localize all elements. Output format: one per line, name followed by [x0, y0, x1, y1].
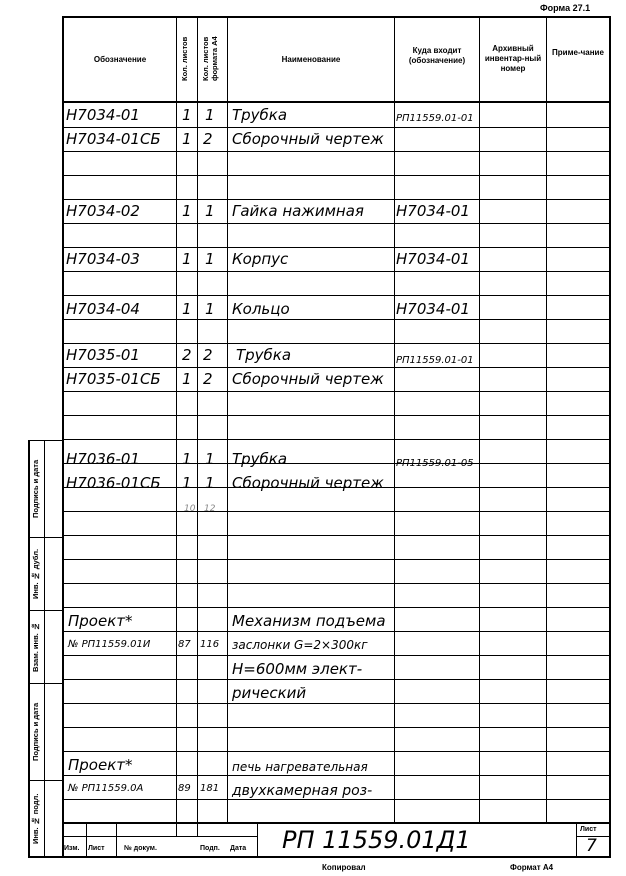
header-archive-number: Архивный инвентар-ный номер: [484, 44, 542, 73]
copied-label: Копировал: [322, 863, 366, 872]
header-sheets-count: Кол. листов: [180, 36, 189, 82]
label-podp: Подп.: [200, 845, 220, 852]
label-izm: Изм.: [64, 845, 80, 852]
project-sheets: 87: [178, 639, 191, 650]
row-a4: 1: [205, 450, 215, 468]
row-a4: 1: [205, 300, 215, 318]
side-label: Подпись и дата: [31, 702, 40, 762]
row-a4: 1: [205, 474, 215, 492]
header-note: Приме-чание: [552, 48, 604, 57]
row-name: Сборочный чертеж: [232, 370, 384, 388]
row-designation: Н7035-01СБ: [66, 370, 161, 388]
row-sheets: 1: [182, 106, 192, 124]
project-name-line: заслонки G=2×300кг: [232, 638, 368, 652]
sheet-number: 7: [586, 836, 597, 856]
label-data: Дата: [230, 845, 247, 852]
header-name: Наименование: [281, 55, 341, 64]
row-where-used: РП11559.01-05: [396, 458, 474, 469]
row-designation: Н7034-04: [66, 300, 140, 318]
sheet-label: Лист: [580, 826, 597, 833]
project-name-line: печь нагревательная: [232, 760, 368, 774]
project-name-line: двухкамерная роз-: [232, 783, 373, 799]
pencil-total-sheets: 10: [184, 504, 196, 514]
row-a4: 1: [205, 250, 215, 268]
pencil-total-a4: 12: [204, 504, 216, 514]
row-name: Кольцо: [232, 300, 290, 318]
format-label: Формат А4: [510, 863, 554, 872]
row-a4: 2: [203, 370, 213, 388]
row-sheets: 1: [182, 370, 192, 388]
form-label: Форма 27.1: [540, 3, 591, 13]
project-number: № РП11559.01И: [68, 639, 151, 650]
header-sheets-a4: Кол. листов формата А4: [201, 36, 219, 82]
document-designation: РП 11559.01Д1: [282, 826, 471, 854]
label-doc: № докум.: [124, 845, 157, 852]
project-number: № РП11559.0А: [68, 783, 144, 794]
row-name: Сборочный чертеж: [232, 474, 384, 492]
row-sheets: 1: [182, 450, 192, 468]
project-a4: 116: [200, 639, 220, 650]
row-sheets: 1: [182, 250, 192, 268]
row-designation: Н7034-03: [66, 250, 140, 268]
row-a4: 1: [205, 106, 215, 124]
row-where-used: РП11559.01-01: [396, 113, 474, 124]
project-a4: 181: [200, 783, 220, 794]
row-sheets: 1: [182, 474, 192, 492]
row-where-used: РП11559.01-01: [396, 355, 474, 366]
side-label: Взам. инв. №: [31, 622, 40, 672]
project-sheets: 89: [178, 783, 191, 794]
row-sheets: 1: [182, 130, 192, 148]
header-designation: Обозначение: [93, 55, 147, 64]
project-name-line: Механизм подъема: [232, 612, 386, 630]
project-label: Проект*: [68, 756, 133, 774]
row-name: Трубка: [232, 106, 288, 124]
side-label: Подпись и дата: [31, 459, 40, 519]
project-label: Проект*: [68, 612, 133, 630]
row-designation: Н7035-01: [66, 346, 140, 364]
row-name: Трубка: [236, 346, 292, 364]
row-a4: 2: [203, 130, 213, 148]
side-label: Инв. № подл.: [31, 793, 40, 844]
row-where-used: Н7034-01: [396, 202, 470, 220]
row-name: Сборочный чертеж: [232, 130, 384, 148]
row-designation: Н7034-01СБ: [66, 130, 161, 148]
side-label: Инв. № дубл.: [31, 548, 40, 600]
row-name: Гайка нажимная: [232, 202, 364, 220]
row-name: Трубка: [232, 450, 288, 468]
row-a4: 2: [203, 346, 213, 364]
project-name-line: H=600мм элект-: [232, 660, 363, 678]
row-a4: 1: [205, 202, 215, 220]
project-name-line: рический: [232, 684, 307, 702]
row-where-used: Н7034-01: [396, 250, 470, 268]
header-where-used: Куда входит (обозначение): [408, 46, 466, 65]
row-sheets: 2: [182, 346, 192, 364]
row-name: Корпус: [232, 250, 289, 268]
row-designation: Н7036-01СБ: [66, 474, 161, 492]
row-designation: Н7036-01: [66, 450, 140, 468]
row-designation: Н7034-01: [66, 106, 140, 124]
row-sheets: 1: [182, 300, 192, 318]
row-sheets: 1: [182, 202, 192, 220]
row-designation: Н7034-02: [66, 202, 140, 220]
row-where-used: Н7034-01: [396, 300, 470, 318]
label-list: Лист: [88, 845, 105, 852]
